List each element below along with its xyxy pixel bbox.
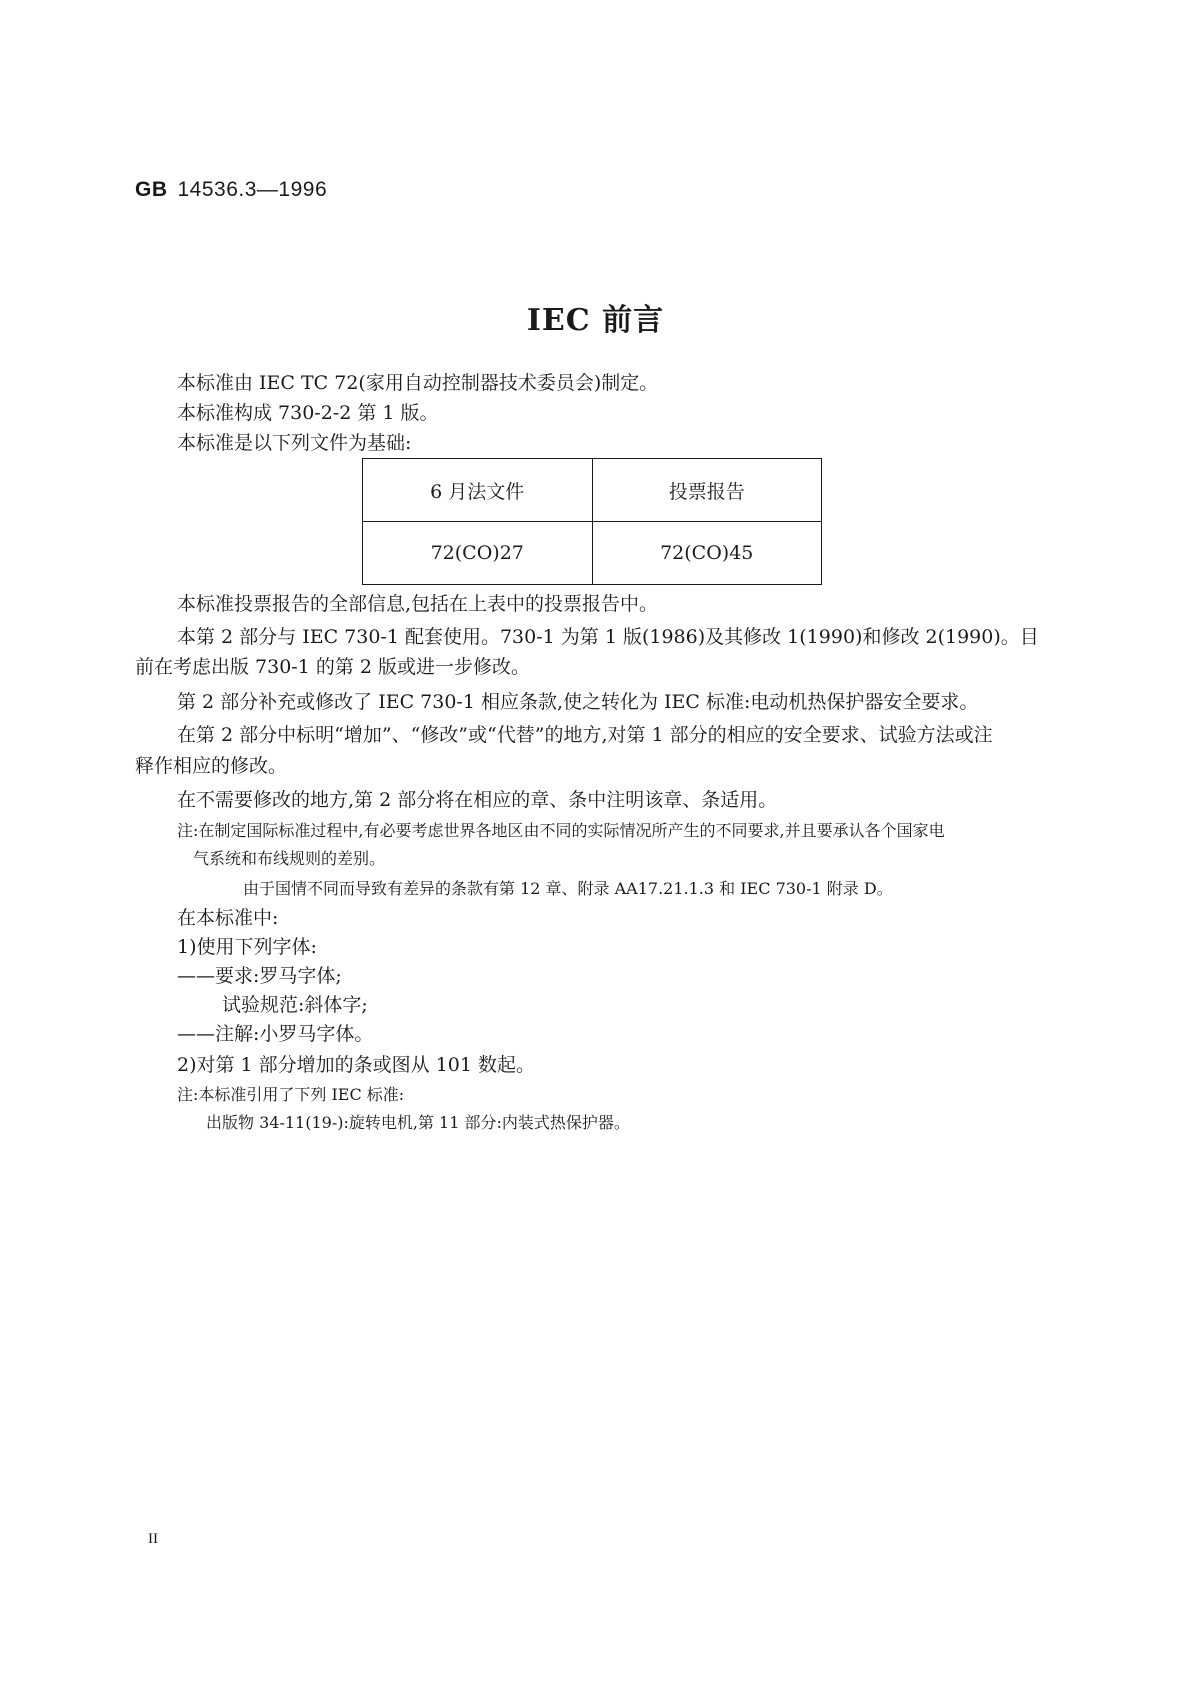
paragraph-basis: 本标准是以下列文件为基础:	[177, 432, 412, 454]
note-1-line2: 气系统和布线规则的差别。	[193, 849, 386, 868]
std-prefix: GB	[135, 178, 168, 201]
paragraph-applicable: 在不需要修改的地方,第 2 部分将在相应的章、条中注明该章、条适用。	[177, 789, 778, 811]
std-code: 14536.3—1996	[177, 178, 328, 201]
paragraph-voting-info: 本标准投票报告的全部信息,包括在上表中的投票报告中。	[177, 593, 659, 615]
page-title: IEC 前言	[526, 303, 665, 338]
table-cell: 72(CO)45	[592, 522, 822, 585]
note-1-line3: 由于国情不同而导致有差异的条款有第 12 章、附录 AA17.21.1.3 和 IEC 730-1 附录 D。	[243, 879, 893, 898]
paragraph-marking-line1: 在第 2 部分中标明“增加”、“修改”或“代替”的地方,对第 1 部分的相应的安全要求、试验方法或注	[177, 724, 993, 746]
paragraph-marking-line2: 释作相应的修改。	[135, 755, 288, 777]
table-cell: 72(CO)27	[363, 522, 593, 585]
paragraph-in-standard: 在本标准中:	[177, 907, 279, 929]
paragraph-edition: 本标准构成 730-2-2 第 1 版。	[177, 402, 439, 424]
table-row	[363, 522, 822, 585]
paragraph-supplement: 第 2 部分补充或修改了 IEC 730-1 相应条款,使之转化为 IEC 标准:电动机热保护器安全要求。	[177, 691, 979, 713]
table-header-cell: 投票报告	[592, 459, 822, 522]
paragraph-usage-line1: 本第 2 部分与 IEC 730-1 配套使用。730-1 为第 1 版(1986)及其修改 1(1990)和修改 2(1990)。目	[177, 626, 1039, 648]
list-item-numbering: 2)对第 1 部分增加的条或图从 101 数起。	[177, 1054, 536, 1076]
paragraph-usage-line2: 前在考虑出版 730-1 的第 2 版或进一步修改。	[135, 656, 531, 678]
list-item-test-spec: 试验规范:斜体字;	[222, 994, 368, 1016]
note-1-line1: 注:在制定国际标准过程中,有必要考虑世界各地区由不同的实际情况所产生的不同要求,并且要承认各个国家电	[177, 821, 945, 840]
list-item-requirements: ——要求:罗马字体;	[177, 965, 342, 987]
note-2-line1: 注:本标准引用了下列 IEC 标准:	[177, 1085, 405, 1104]
basis-documents-table	[362, 458, 822, 585]
list-item-notes: ——注解:小罗马字体。	[177, 1023, 374, 1045]
page-number: II	[148, 1531, 158, 1547]
paragraph-committee: 本标准由 IEC TC 72(家用自动控制器技术委员会)制定。	[177, 372, 659, 394]
list-item-fonts: 1)使用下列字体:	[177, 936, 317, 958]
table-header-cell: 6 月法文件	[363, 459, 593, 522]
table-header-row	[363, 459, 822, 522]
note-2-line2: 出版物 34-11(19-):旋转电机,第 11 部分:内装式热保护器。	[206, 1113, 630, 1132]
standard-number	[135, 178, 327, 202]
